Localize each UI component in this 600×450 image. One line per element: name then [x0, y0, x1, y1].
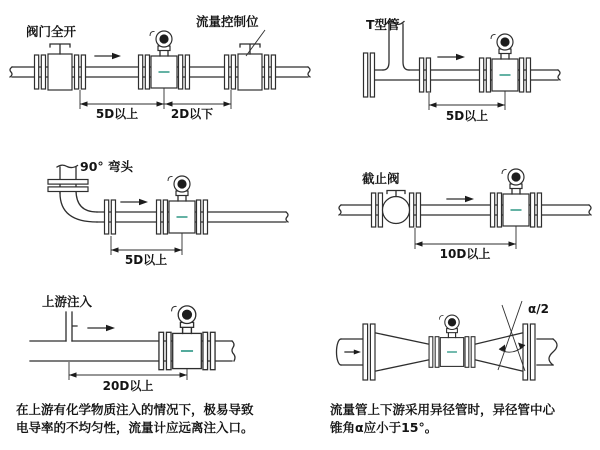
stop-valve-icon — [372, 191, 421, 228]
large-flange-icon — [523, 324, 535, 380]
flowmeter-icon — [157, 176, 208, 234]
flange-icon — [105, 200, 116, 234]
flow-arrow-icon — [88, 325, 115, 331]
captions — [16, 402, 556, 435]
valve-open-label: 阀门全开 — [26, 24, 77, 39]
elbow-flange-icon — [48, 180, 88, 192]
dimension — [429, 91, 505, 110]
diagram-valve-full-open — [10, 14, 310, 121]
diagram-stop-valve — [339, 169, 591, 261]
flowmeter-icon — [139, 31, 190, 89]
flowmeter-icon — [429, 315, 475, 367]
angle-label: α/2 — [528, 302, 549, 316]
diagram-t-pipe — [364, 17, 561, 123]
elbow-label: 90° 弯头 — [80, 159, 133, 174]
pipe — [373, 21, 560, 80]
gate-valve-icon — [35, 44, 86, 90]
dim-label-10d: 10D以上 — [439, 247, 491, 261]
caption-right-line2: 锥角α应小于15°。 — [330, 420, 438, 435]
dim-label-2d: 2D以下 — [170, 107, 214, 121]
diagram-upstream-injection — [30, 294, 235, 393]
flowmeter-icon — [159, 306, 215, 370]
dim-label-20d: 20D以上 — [102, 379, 154, 393]
stop-valve-label: 截止阀 — [362, 171, 400, 186]
flow-arrow-icon — [447, 196, 474, 202]
flow-control-label: 流量控制位 — [196, 14, 259, 29]
dim-label-5d: 5D以上 — [95, 107, 139, 121]
dimension — [111, 233, 182, 255]
caption-right-line1: 流量管上下游采用异径管时，异径管中心 — [330, 402, 556, 417]
dimension — [415, 226, 516, 249]
large-flange-icon — [363, 324, 375, 380]
dim-label-5d: 5D以上 — [445, 109, 489, 123]
flow-arrow-icon — [438, 54, 465, 60]
caption-left-line1: 在上游有化学物质注入的情况下，极易导致 — [16, 402, 254, 417]
t-pipe-label: T型管 — [366, 17, 400, 32]
caption-left-line2: 电导率的不均匀性，流量计应远离注入口。 — [16, 420, 254, 435]
diagram-elbow-90 — [48, 159, 288, 267]
injection-label: 上游注入 — [42, 294, 93, 309]
flange-icon — [420, 58, 431, 92]
end-flange-icon — [364, 53, 375, 97]
flowmeter-icon — [480, 34, 531, 92]
dim-label-5d: 5D以上 — [124, 253, 168, 267]
flow-arrow-icon — [345, 349, 361, 354]
diagram-reducer — [337, 301, 558, 380]
dimension — [80, 88, 231, 109]
flow-arrow-icon — [95, 53, 121, 59]
flowmeter-icon — [491, 169, 542, 227]
pipe — [339, 205, 591, 215]
leader-line — [246, 30, 265, 56]
flow-arrow-icon — [121, 199, 148, 205]
